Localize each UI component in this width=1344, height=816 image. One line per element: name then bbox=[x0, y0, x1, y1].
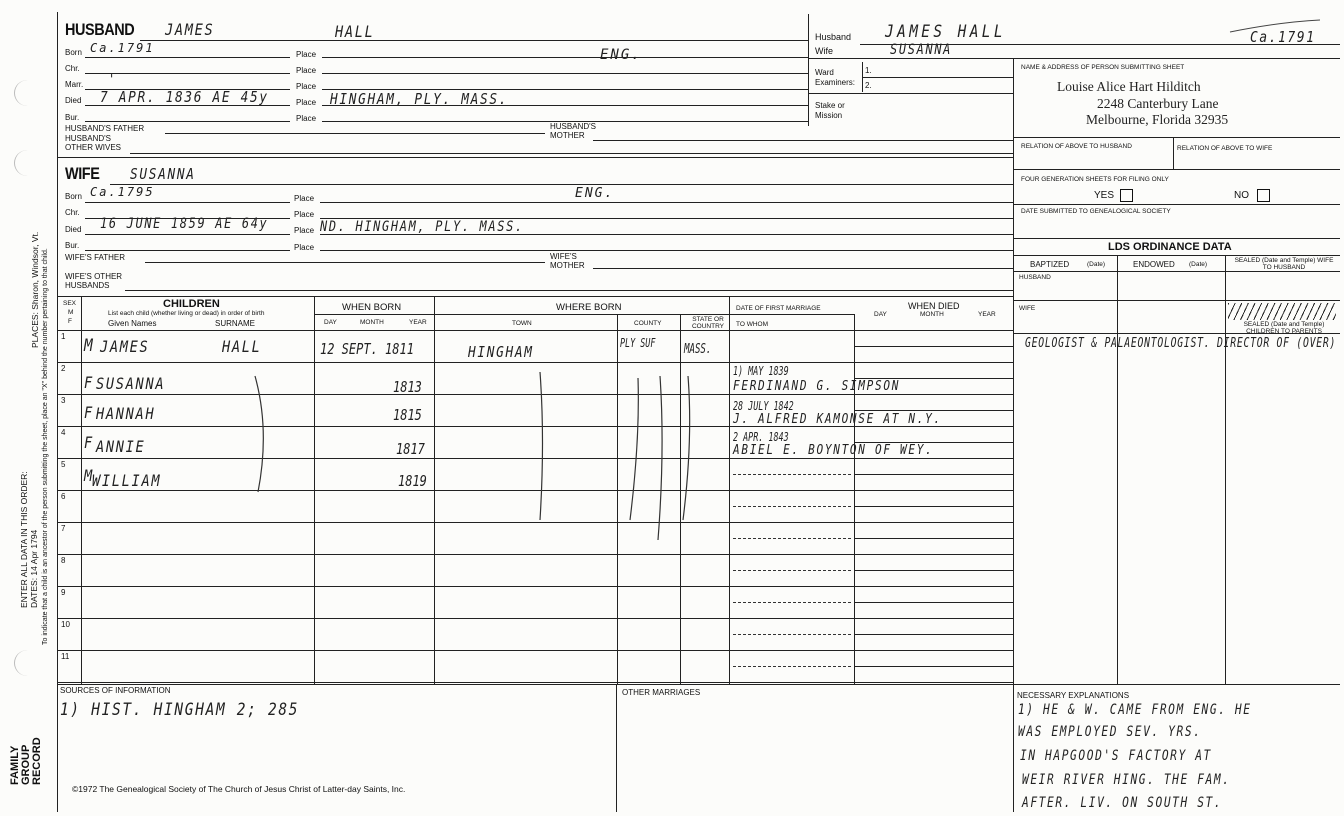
no-label: NO bbox=[1234, 190, 1249, 201]
wife-born-place[interactable]: ENG. bbox=[575, 186, 615, 201]
born-year-label: YEAR bbox=[409, 319, 427, 326]
husband-marr-label: Marr. bbox=[65, 80, 84, 89]
child-sex[interactable]: M bbox=[84, 336, 95, 356]
line bbox=[862, 77, 1013, 78]
line bbox=[1225, 255, 1226, 685]
child-row-number: 7 bbox=[61, 524, 66, 533]
line bbox=[1013, 688, 1014, 812]
child-born[interactable]: 1819 bbox=[398, 472, 427, 490]
child-given[interactable]: JAMES bbox=[100, 337, 150, 356]
county-label: COUNTY bbox=[634, 320, 662, 327]
four-gen-label: FOUR GENERATION SHEETS FOR FILING ONLY bbox=[1021, 176, 1169, 183]
instruction-order: ENTER ALL DATA IN THIS ORDER: bbox=[19, 471, 29, 608]
line bbox=[1013, 300, 1340, 301]
husband-died[interactable]: 7 APR. 1836 AE 45y bbox=[100, 88, 269, 106]
wife-died-place[interactable]: ND. HINGHAM, PLY. MASS. bbox=[320, 219, 524, 235]
no-checkbox[interactable] bbox=[1257, 189, 1270, 202]
wife-bur-label: Bur. bbox=[65, 241, 80, 250]
died-day-label: DAY bbox=[874, 311, 887, 318]
husbands-mother-label: HUSBAND'S MOTHER bbox=[550, 122, 596, 140]
sex-label: SEX bbox=[63, 300, 77, 307]
born-day-label: DAY bbox=[324, 319, 337, 326]
wife-died-label: Died bbox=[65, 225, 82, 234]
child-given[interactable]: WILLIAM bbox=[92, 471, 162, 490]
husband-died-place[interactable]: HINGHAM, PLY. MASS. bbox=[330, 90, 509, 108]
line bbox=[808, 93, 1013, 94]
child-row-number: 2 bbox=[61, 364, 66, 373]
when-born-label: WHEN BORN bbox=[342, 302, 402, 313]
wife-given[interactable]: SUSANNA bbox=[130, 165, 196, 183]
child-row-number: 1 bbox=[61, 332, 66, 341]
husband-given[interactable]: JAMES bbox=[165, 20, 215, 39]
husband-died-place-label: Place bbox=[296, 98, 317, 107]
ord-husband-label: HUSBAND bbox=[1019, 274, 1051, 281]
submitter-city[interactable]: Melbourne, Florida 32935 bbox=[1086, 112, 1229, 127]
sources-text[interactable]: 1) HIST. HINGHAM 2; 285 bbox=[60, 700, 300, 720]
child-row-number: 3 bbox=[61, 396, 66, 405]
child-given[interactable]: SUSANNA bbox=[96, 374, 166, 393]
instruction-ancestor: To indicate that a child is an ancestor of the person submitting the sheet, place an "X" behind the number pertaining to that child. bbox=[42, 248, 49, 645]
child-county[interactable]: PLY SUF bbox=[620, 336, 656, 350]
yes-label: YES bbox=[1094, 190, 1115, 201]
husband-chr-label: Chr. bbox=[65, 64, 80, 73]
child-sex[interactable]: F bbox=[84, 403, 94, 422]
wife-chr-place-label: Place bbox=[294, 210, 315, 219]
ord-wife-label: WIFE bbox=[1019, 305, 1036, 312]
explanation-line[interactable]: 1) HE & W. CAME FROM ENG. HE bbox=[1018, 702, 1252, 718]
line bbox=[1173, 137, 1174, 169]
husband-surname[interactable]: HALL bbox=[335, 22, 375, 41]
husband-died-label: Died bbox=[65, 96, 82, 105]
relation-wife-label: RELATION OF ABOVE TO WIFE bbox=[1177, 145, 1273, 152]
husband-marr[interactable]: ' bbox=[108, 72, 118, 86]
children-heading: CHILDREN bbox=[163, 298, 220, 310]
husband-born-place-label: Place bbox=[296, 50, 317, 59]
child-marriage[interactable]: 1) MAY 1839 bbox=[733, 364, 789, 378]
wife-died-place-label: Place bbox=[294, 226, 315, 235]
sex-f-label: F bbox=[68, 318, 72, 325]
child-spouse[interactable]: ABIEL E. BOYNTON OF WEY. bbox=[733, 443, 934, 458]
line bbox=[1013, 333, 1340, 334]
child-sex[interactable]: F bbox=[84, 433, 94, 452]
husbands-father-label: HUSBAND'S FATHER bbox=[65, 124, 145, 133]
wifes-mother-label: WIFE'S MOTHER bbox=[550, 252, 585, 270]
child-born[interactable]: 12 SEPT. 1811 bbox=[320, 340, 414, 358]
child-row-number: 8 bbox=[61, 556, 66, 565]
husband-heading: HUSBAND bbox=[65, 20, 135, 39]
sealed-children-label: SEALED (Date and Temple) CHILDREN TO PARENTS bbox=[1243, 321, 1325, 335]
died-month-label: MONTH bbox=[920, 311, 944, 318]
husband-bur-place-label: Place bbox=[296, 114, 317, 123]
wife-bur-place-label: Place bbox=[294, 243, 315, 252]
wife-heading: WIFE bbox=[65, 164, 100, 183]
child-born[interactable]: 1815 bbox=[393, 406, 422, 424]
wifes-father-label: WIFE'S FATHER bbox=[65, 253, 126, 262]
child-sex[interactable]: M bbox=[84, 466, 94, 485]
hatched-block bbox=[1228, 303, 1336, 320]
lds-ordinance-heading: LDS ORDINANCE DATA bbox=[1108, 241, 1232, 253]
child-town[interactable]: HINGHAM bbox=[468, 343, 534, 361]
baptized-date-label: (Date) bbox=[1087, 261, 1106, 268]
first-marriage-label: DATE OF FIRST MARRIAGE bbox=[736, 305, 821, 312]
child-row-number: 4 bbox=[61, 428, 66, 437]
wife-died[interactable]: 16 JUNE 1859 AE 64y bbox=[100, 216, 269, 232]
rp-husband-label: Husband bbox=[815, 32, 852, 42]
state-label: STATE OR COUNTRY bbox=[691, 316, 725, 330]
child-spouse[interactable]: J. ALFRED KAMONSE AT N.Y. bbox=[733, 412, 942, 427]
wife-born-place-label: Place bbox=[294, 194, 315, 203]
given-names-label: Given Names bbox=[108, 319, 157, 328]
wife-born-label: Born bbox=[65, 192, 82, 201]
child-marriage[interactable]: 2 APR. 1843 bbox=[733, 430, 789, 444]
sex-m-label: M bbox=[68, 309, 74, 316]
line bbox=[1013, 238, 1340, 239]
surname-label: SURNAME bbox=[215, 319, 256, 328]
husband-born-label: Born bbox=[65, 48, 82, 57]
husband-born[interactable]: Ca.1791 bbox=[90, 41, 155, 55]
sealed-wife-husband-label: SEALED (Date and Temple) WIFE TO HUSBAND bbox=[1234, 257, 1334, 271]
child-born[interactable]: 1817 bbox=[396, 440, 425, 458]
child-row-number: 10 bbox=[61, 620, 70, 629]
line bbox=[808, 58, 1340, 59]
line bbox=[1013, 255, 1340, 256]
other-marriages-label: OTHER MARRIAGES bbox=[622, 688, 701, 697]
child-note[interactable]: GEOLOGIST & PALAEONTOLOGIST. DIRECTOR OF (OVER) bbox=[1025, 336, 1337, 351]
line bbox=[616, 684, 617, 812]
child-row-number: 9 bbox=[61, 588, 66, 597]
line bbox=[57, 684, 1340, 685]
wife-born[interactable]: Ca.1795 bbox=[90, 185, 155, 199]
husbands-other-wives-label: HUSBAND'S OTHER WIVES bbox=[65, 134, 122, 152]
form-title: FAMILY GROUP RECORD bbox=[9, 737, 43, 785]
child-row-number: 6 bbox=[61, 492, 66, 501]
child-given[interactable]: HANNAH bbox=[96, 404, 156, 423]
child-given[interactable]: ANNIE bbox=[96, 437, 146, 456]
born-month-label: MONTH bbox=[360, 319, 384, 326]
rp-wife-label: Wife bbox=[815, 46, 833, 56]
submitter-street[interactable]: 2248 Canterbury Lane bbox=[1097, 96, 1219, 111]
husband-born-place[interactable]: ENG. bbox=[600, 47, 642, 63]
line bbox=[1013, 169, 1340, 170]
name-address-label: NAME & ADDRESS OF PERSON SUBMITTING SHEET bbox=[1021, 64, 1185, 71]
endowed-date-label: (Date) bbox=[1189, 261, 1208, 268]
stake-label: Stake or Mission bbox=[815, 101, 845, 120]
line bbox=[1013, 271, 1340, 272]
explanations-label: NECESSARY EXPLANATIONS bbox=[1017, 691, 1130, 700]
rp-date-note[interactable]: Ca.1791 bbox=[1250, 28, 1316, 46]
relation-husband-label: RELATION OF ABOVE TO HUSBAND bbox=[1021, 143, 1132, 150]
line bbox=[1117, 255, 1118, 685]
wifes-other-husbands-label: WIFE'S OTHER HUSBANDS bbox=[65, 272, 123, 290]
child-state[interactable]: MASS. bbox=[684, 342, 712, 357]
places-note: PLACES: Sharon, Windsor, Vt. bbox=[30, 231, 40, 348]
endowed-label: ENDOWED bbox=[1133, 260, 1175, 269]
instruction-dates: DATES: 14 Apr 1794 bbox=[29, 529, 39, 608]
date-submitted-label: DATE SUBMITTED TO GENEALOGICAL SOCIETY bbox=[1021, 208, 1171, 215]
child-born[interactable]: 1813 bbox=[393, 378, 422, 396]
husband-marr-place-label: Place bbox=[296, 82, 317, 91]
explanation-line[interactable]: AFTER. LIV. ON SOUTH ST. bbox=[1022, 795, 1223, 811]
examiners-label: Examiners: bbox=[815, 78, 856, 87]
examiner-1: 1. bbox=[865, 66, 872, 75]
ward-label: Ward bbox=[815, 68, 834, 77]
explanation-line[interactable]: WAS EMPLOYED SEV. YRS. bbox=[1018, 724, 1202, 740]
husband-bur-label: Bur. bbox=[65, 113, 80, 122]
where-born-label: WHERE BORN bbox=[556, 302, 622, 313]
baptized-label: BAPTIZED bbox=[1030, 260, 1070, 269]
line bbox=[1013, 204, 1340, 205]
child-row-number: 11 bbox=[61, 652, 70, 661]
examiner-2: 2. bbox=[865, 81, 872, 90]
town-label: TOWN bbox=[512, 320, 532, 327]
child-spouse[interactable]: FERDINAND G. SIMPSON bbox=[733, 379, 901, 394]
sources-label: SOURCES OF INFORMATION bbox=[60, 686, 171, 695]
explanation-line[interactable]: IN HAPGOOD'S FACTORY AT bbox=[1020, 748, 1212, 764]
husband-chr-place-label: Place bbox=[296, 66, 317, 75]
child-surname[interactable]: HALL bbox=[222, 337, 262, 356]
child-marriage[interactable]: 28 JULY 1842 bbox=[733, 399, 794, 413]
copyright: ©1972 The Genealogical Society of The Church of Jesus Christ of Latter-day Saints, Inc. bbox=[72, 784, 406, 794]
rp-husband-name[interactable]: JAMES HALL bbox=[885, 22, 1007, 42]
submitter-name[interactable]: Louise Alice Hart Hilditch bbox=[1057, 79, 1201, 94]
rp-wife-name[interactable]: SUSANNA bbox=[890, 42, 953, 58]
when-died-label: WHEN DIED bbox=[908, 301, 960, 311]
child-sex[interactable]: F bbox=[84, 373, 94, 392]
wife-chr-label: Chr. bbox=[65, 208, 80, 217]
line bbox=[1013, 137, 1340, 138]
yes-checkbox[interactable] bbox=[1120, 189, 1133, 202]
explanation-line[interactable]: WEIR RIVER HING. THE FAM. bbox=[1022, 772, 1231, 788]
died-year-label: YEAR bbox=[978, 311, 996, 318]
to-whom-label: TO WHOM bbox=[736, 321, 769, 328]
children-sub: List each child (whether living or dead) in order of birth bbox=[108, 310, 265, 317]
child-row-number: 5 bbox=[61, 460, 66, 469]
